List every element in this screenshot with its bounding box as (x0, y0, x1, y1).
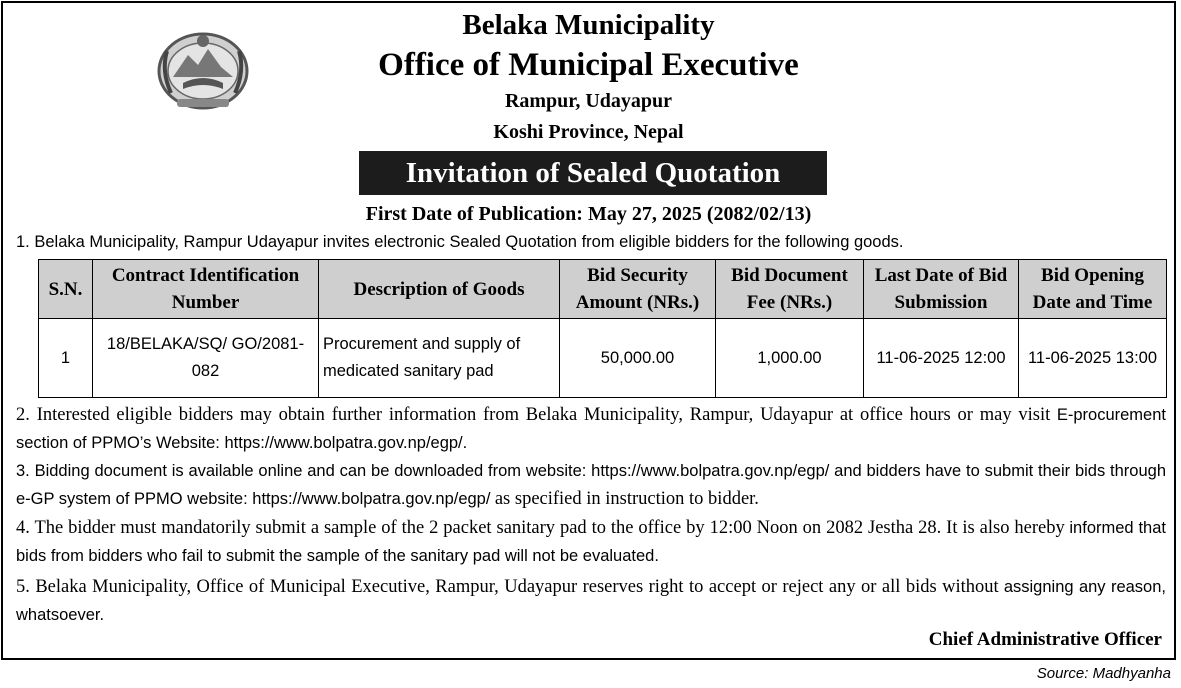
address-line-2: Koshi Province, Nepal (493, 121, 684, 143)
notice-frame (1, 1, 1176, 660)
header-last-date: Last Date of Bid Submission (864, 260, 1019, 319)
paragraph-3-part-2: as specified in instruction to bidder. (494, 489, 759, 509)
municipality-name: Belaka Municipality (462, 9, 715, 41)
paragraph-2 (16, 401, 1166, 457)
cell-document-fee: 1,000.00 (716, 319, 864, 398)
address-line-1: Rampur, Udayapur (504, 90, 673, 112)
source-credit: Source: Madhyanha (1036, 665, 1171, 682)
cell-contract-id: 18/BELAKA/SQ/ GO/2081-082 (93, 319, 319, 398)
header-description: Description of Goods (319, 260, 560, 319)
bid-table (38, 259, 1167, 398)
paragraph-5 (16, 573, 1166, 629)
header-bid-security: Bid Security Amount (NRs.) (560, 260, 716, 319)
signature-title: Chief Administrative Officer (928, 629, 1162, 650)
cell-opening: 11-06-2025 13:00 (1019, 319, 1167, 398)
office-name: Office of Municipal Executive (378, 47, 799, 83)
cell-bid-security: 50,000.00 (560, 319, 716, 398)
paragraph-2-part-2: E-procurement section of PPMO’s Website: https://www.bolpatra.gov.np/egp/. (16, 406, 1166, 452)
paragraph-2-part-1: 2. Interested eligible bidders may obtain further information from Belaka Municipality, Rampur, Udayapur at office hours or may visit (16, 405, 1051, 425)
paragraph-5-part-1: 5. Belaka Municipality, Office of Municipal Executive, Rampur, Udayapur reserves right to accept or reject any or all bids without (16, 577, 999, 597)
cell-description: Procurement and supply of medicated sanitary pad (319, 319, 560, 398)
header-opening: Bid Opening Date and Time (1019, 260, 1167, 319)
notice-title-banner: Invitation of Sealed Quotation (359, 151, 827, 195)
paragraph-4-part-2: informed that bids from bidders who fail to submit the sample of the sanitary pad will not be evaluated. (16, 519, 1166, 565)
header-contract-id: Contract Identification Number (93, 260, 319, 319)
table-header-row (39, 260, 1167, 319)
paragraph-5-part-2: assigning any reason, whatsoever. (16, 578, 1166, 624)
paragraph-3 (16, 457, 1166, 513)
publication-date: First Date of Publication: May 27, 2025 (2082/02/13) (365, 203, 812, 225)
paragraph-1: 1. Belaka Municipality, Rampur Udayapur invites electronic Sealed Quotation from eligible bidders for the following goods. (16, 233, 904, 251)
header-sn: S.N. (39, 260, 93, 319)
paragraph-4 (16, 514, 1166, 570)
cell-last-date: 11-06-2025 12:00 (864, 319, 1019, 398)
paragraph-4-part-1: 4. The bidder must mandatorily submit a sample of the 2 packet sanitary pad to the office by 12:00 Noon on 2082 Jestha 28. It is also hereby (16, 518, 1065, 538)
header-document-fee: Bid Document Fee (NRs.) (716, 260, 864, 319)
table-row (39, 319, 1167, 398)
cell-sn: 1 (39, 319, 93, 398)
paragraph-3-part-1: 3. Bidding document is available online and can be downloaded from website: https://www.bolpatra.gov.np/egp/ and bidders have to submit their bids through e-GP system of PPMO website: https://www.bolpatra.gov.np/egp/ (16, 462, 1166, 508)
